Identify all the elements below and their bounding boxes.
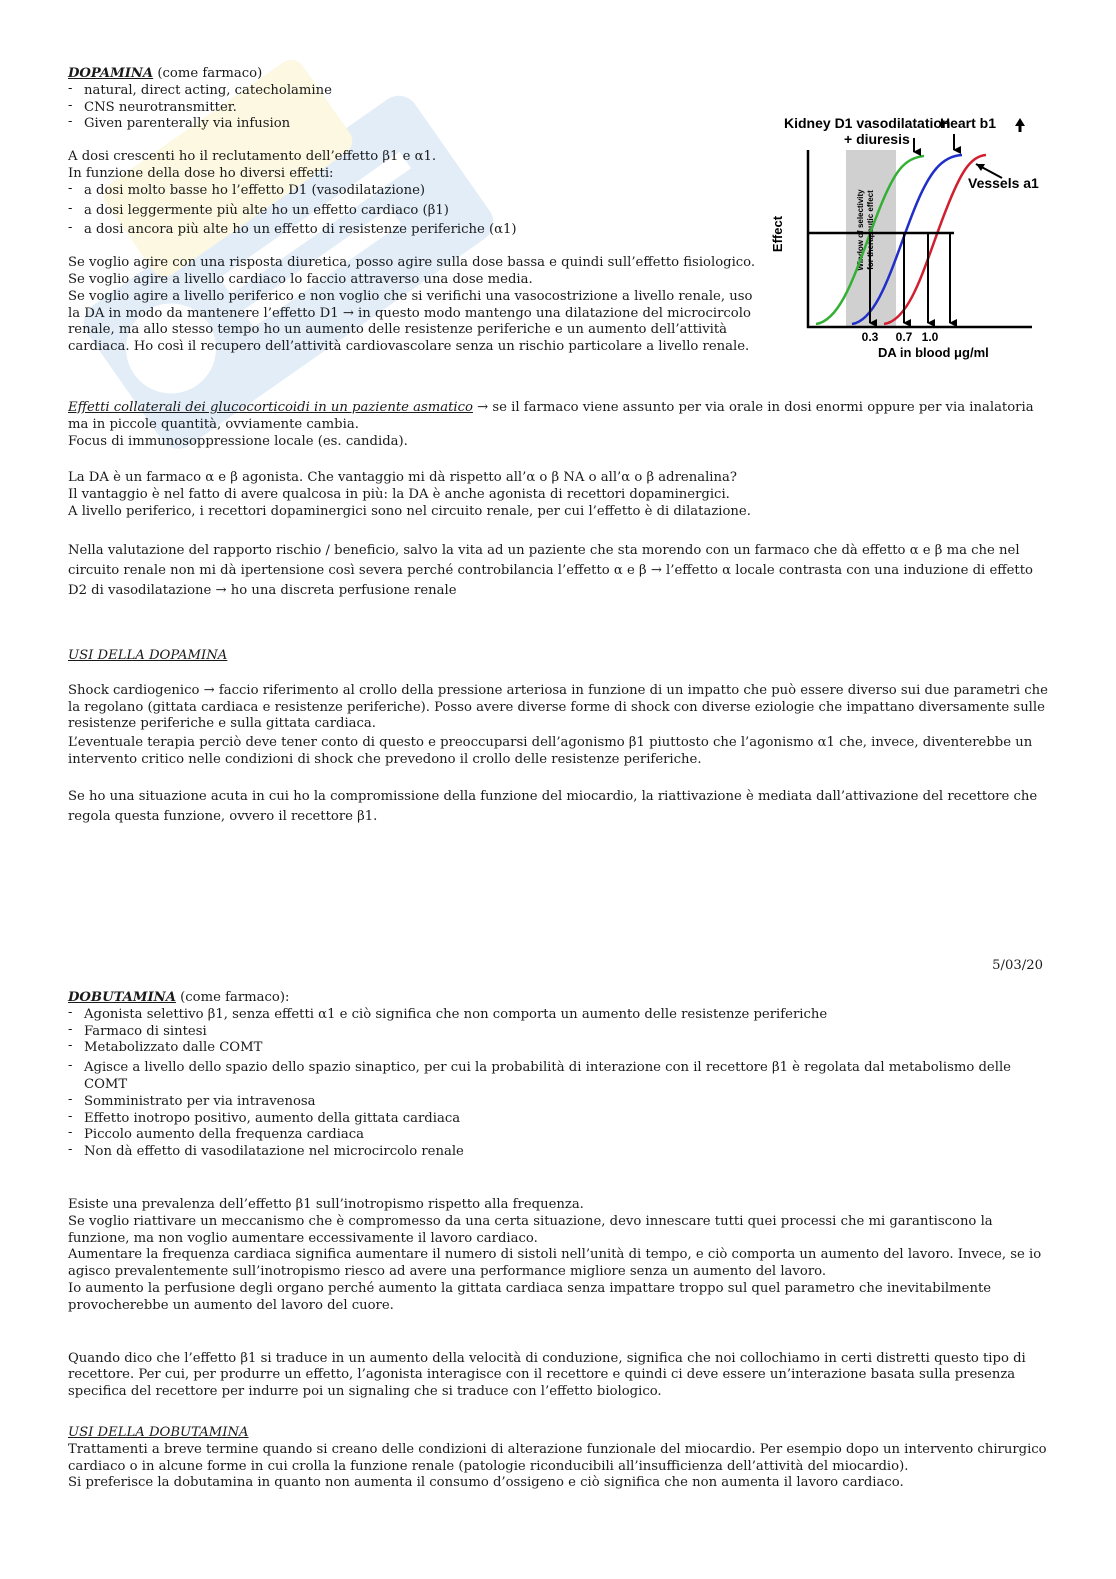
chart-svg (764, 110, 1054, 365)
list-item: - Piccolo aumento della frequenza cardiaca (68, 1127, 1058, 1144)
paragraph: Esiste una prevalenza dell’effetto β1 sull’inotropismo rispetto alla frequenza. (68, 1196, 584, 1212)
list-item: - natural, direct acting, catecholamine (68, 83, 758, 100)
paragraph (68, 400, 1053, 434)
list-item: - Metabolizzato dalle COMT (68, 1040, 1058, 1057)
glucocorticoidi-link: Effetti collaterali dei glucocorticoidi in un paziente asmatico (68, 400, 473, 415)
paragraph: Shock cardiogenico → faccio riferimento al crollo della pressione arteriosa in funzione di un impatto che può essere diverso sui due parametri che la regolano (gittata cardiaca e resistenze periferiche). Posso avere diverse forme di shock con diverse eziologie che impattano diversamente sulle resistenze periferiche e sulla gittata cardiaca. (68, 682, 1048, 732)
paragraph: A dosi crescenti ho il reclutamento dell’effetto β1 e α1. (68, 149, 437, 165)
list-item: - Somministrato per via intravenosa (68, 1094, 1058, 1111)
paragraph: Nella valutazione del rapporto rischio / beneficio, salvo la vita ad un paziente che sta morendo con un farmaco che dà effetto α e β ma che nel circuito renale non mi dà ipertensione così severa perché controbilancia l’effetto α e β → l’effetto α locale contrasta con una induzione di effetto D2 di vasodilatazione → ho una discreta perfusione renale (68, 542, 1033, 598)
paragraph: A livello periferico, i recettori dopaminergici sono nel circuito renale, per cui l’effetto è di dilatazione. (68, 503, 751, 519)
glucocorticoidi-text: → se il farmaco viene assunto per via orale in dosi enormi oppure per via inalatoria ma in piccole quantità, ovviamente cambia. (68, 400, 1034, 432)
x-axis-label: DA in blood μg/ml (878, 345, 989, 360)
paragraph: Il vantaggio è nel fatto di avere qualcosa in più: la DA è anche agonista di recettori dopaminergici. (68, 487, 730, 503)
dobutamina-heading (68, 990, 1058, 1007)
dopamina-bullets (68, 83, 758, 133)
dose-response-chart (764, 110, 1054, 365)
date-label: 5/03/20 (992, 958, 1043, 973)
list-item: - Effetto inotropo positivo, aumento della gittata cardiaca (68, 1111, 1058, 1128)
list-item: - Farmaco di sintesi (68, 1024, 1058, 1041)
label-diuresis: + diuresis (844, 131, 910, 147)
list-item: - Agonista selettivo β1, senza effetti α1 e ciò significa che non comporta un aumento delle resistenze periferiche (68, 1007, 1058, 1024)
usi-dopamina-heading: USI DELLA DOPAMINA (68, 648, 228, 663)
window-label-2: for therapeutic effect (866, 190, 875, 270)
usi-dobutamina-heading: USI DELLA DOBUTAMINA (68, 1424, 249, 1440)
paragraph: Se voglio riattivare un meccanismo che è compromesso da una certa situazione, devo innescare tutti quei processi che mi garantiscono la funzione, ma non voglio aumentare eccessivamente il lavoro cardiaco. (68, 1213, 993, 1246)
dopamina-title: DOPAMINA (68, 66, 154, 81)
paragraph: Quando dico che l’effetto β1 si traduce in un aumento della velocità di conduzione, significa che noi collochiamo in certi distretti questo tipo di recettore. Per cui, per produrre un effetto, l’agonista interagisce con il recettore e quindi ci deve essere un’interazione basata sulla presenza specifica del recettore per indurre poi un signaling che si traduce con l’effetto biologico. (68, 1350, 1026, 1400)
paragraph: Trattamenti a breve termine quando si creano delle condizioni di alterazione funzionale del miocardio. Per esempio dopo un intervento chirurgico cardiaco o in alcune forme in cui crolla la funzione renale (patologie riconducibili all’insufficienza dell’attività del miocardio). (68, 1441, 1047, 1474)
list-item: - Given parenterally via infusion (68, 116, 758, 133)
paragraph: Focus di immunosoppressione locale (es. candida). (68, 433, 408, 449)
window-label-1: Window of selectivity (856, 189, 865, 271)
list-item: - a dosi molto basse ho l’effetto D1 (vasodilatazione) (68, 183, 758, 200)
y-axis-label: Effect (770, 215, 785, 253)
list-item: - a dosi ancora più alte ho un effetto di resistenze periferiche (α1) (68, 222, 758, 239)
dobutamina-section (68, 990, 1058, 1492)
paragraph: Se voglio agire a livello cardiaco lo faccio attraverso una dose media. (68, 271, 533, 287)
dose-bullets (68, 183, 758, 239)
dobutamina-title: DOBUTAMINA (68, 990, 176, 1005)
paragraph: Io aumento la perfusione degli organo perché aumento la gittata cardiaca senza impattare troppo sul quel parametro che inevitabilmente provocherebbe un aumento del lavoro del cuore. (68, 1280, 992, 1313)
x-tick-07: 0.7 (895, 330, 913, 344)
dopamina-heading (68, 66, 758, 83)
paragraph: Aumentare la frequenza cardiaca significa aumentare il numero di sistoli nell’unità di tempo, e ciò comporta un aumento del lavoro. Invece, se io agisco prevalentemente sull’inotropismo riesco ad avere una performance migliore senza un aumento del lavoro. (68, 1247, 1042, 1280)
paragraph: La DA è un farmaco α e β agonista. Che vantaggio mi dà rispetto all’α o β NA o all’α o β adrenalina? (68, 470, 737, 486)
list-item: - a dosi leggermente più alte ho un effetto cardiaco (β1) (68, 203, 758, 220)
paragraph: Si preferisce la dobutamina in quanto non aumenta il consumo d’ossigeno e ciò significa che non aumenta il lavoro cardiaco. (68, 1475, 904, 1491)
label-vessels: Vessels a1 (968, 175, 1039, 191)
paragraph: Se ho una situazione acuta in cui ho la compromissione della funzione del miocardio, la riattivazione è mediata dall’attivazione del recettore che regola questa funzione, ovvero il recettore β1. (68, 788, 1038, 824)
paragraph: Se voglio agire a livello periferico e non voglio che si verifichi una vasocostrizione a livello renale, uso la DA in modo da mantenere l’effetto D1 → in questo modo mantengo una dilatazione del microcircolo renale, ma allo stesso tempo ho un aumento delle resistenze periferiche e un aumento dell’attività cardiaca. Ho così il recupero dell’attività cardiovascolare senza un rischio particolare a livello renale. (68, 288, 753, 355)
up-arrow-icon (1015, 118, 1025, 132)
dobutamina-bullets (68, 1007, 1058, 1161)
list-item: - Agisce a livello dello spazio dello spazio sinaptico, per cui la probabilità di interazione con il recettore β1 è regolata dal metabolismo delle COMT (68, 1060, 1058, 1094)
paragraph: In funzione della dose ho diversi effetti: (68, 165, 334, 181)
x-tick-03: 0.3 (861, 330, 879, 344)
list-item: - Non dà effetto di vasodilatazione nel microcircolo renale (68, 1144, 1058, 1161)
paragraph: Se voglio agire con una risposta diuretica, posso agire sulla dose bassa e quindi sull’effetto fisiologico. (68, 255, 756, 271)
dobutamina-title-suffix: (come farmaco): (175, 990, 290, 1005)
paragraph: L’eventuale terapia perciò deve tener conto di questo e preoccuparsi dell’agonismo β1 piuttosto che l’agonismo α1 che, invece, diventerebbe un intervento critico nelle condizioni di shock che prevedono il crollo delle resistenze periferiche. (68, 735, 1033, 767)
dopamina-section (68, 66, 758, 356)
x-tick-10: 1.0 (921, 330, 939, 344)
list-item: - CNS neurotransmitter. (68, 100, 758, 117)
label-kidney: Kidney D1 vasodilatation (784, 115, 951, 131)
glucocorticoidi-section (68, 400, 1053, 601)
label-heart: Heart b1 (940, 115, 997, 131)
usi-dopamina-section (68, 648, 1053, 827)
dopamina-title-suffix: (come farmaco) (153, 66, 263, 81)
